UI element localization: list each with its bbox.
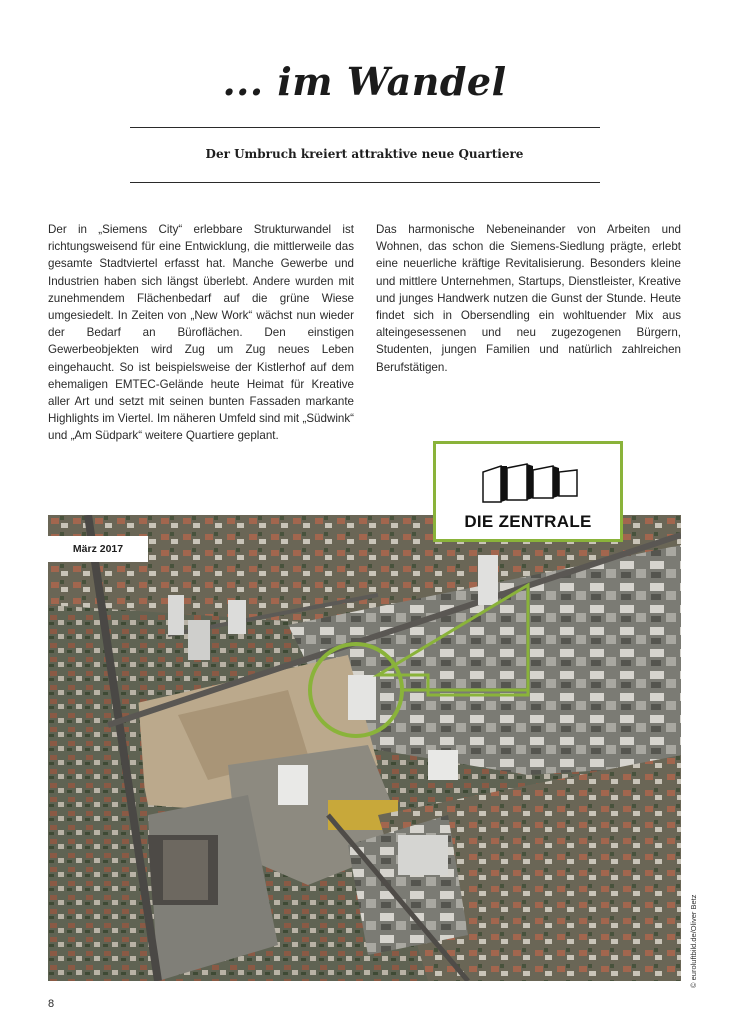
aerial-photo	[48, 515, 681, 981]
photo-credit: © euroluftbild.de/Oliver Betz	[689, 894, 698, 988]
die-zentrale-logo-box	[433, 441, 623, 542]
date-label: März 2017	[48, 536, 148, 562]
top-divider	[130, 127, 600, 128]
page-subtitle: Der Umbruch kreiert attraktive neue Quartiere	[205, 147, 524, 161]
page-title: ... im Wandel	[222, 59, 507, 104]
building-logo-icon	[481, 462, 581, 504]
logo-text: DIE ZENTRALE	[464, 512, 592, 531]
page-number: 8	[48, 998, 55, 1010]
body-text-left-column: Der in „Siemens City“ erlebbare Strukturwandel ist richtungsweisend für eine Entwicklung, die mittlerweile das gesamte Stadtviertel erfasst hat. Manche Gewerbe und Industrien haben sich längst überlebt. Andere wurden mit zunehmendem Flächenbedarf auf die grüne Wiese umgesiedelt. In Zeiten von „New Work“ wächst nun wieder der Bedarf an Büroflächen. Den einstigen Gewerbeobjekten wird Zug um Zug neues Leben eingehaucht. So ist beispielsweise der Kistlerhof auf dem ehemaligen EMTEC-Gelände heute Heimat für Kreative aller Art und setzt mit seinen bunten Fassaden markante Highlights im Viertel. Im näheren Umfeld sind mit „Südwink“ und „Am Südpark“ weitere Quartiere geplant.	[48, 223, 354, 443]
body-text-right-column: Das harmonische Nebeneinander von Arbeiten und Wohnen, das schon die Siemens-Siedlung prägte, erlebt eine neuerliche kräftige Revitalisierung. Besonders kleine und mittlere Unternehmen, Startups, Dienstleister, Kreative und junges Handwerk nutzen die Gunst der Stunde. Heute findet sich in Obersendling ein wohltuender Mix aus alteingesessenen und neu zugezogenen Bürgern, Studenten, jungen Familien und natürlich zahlreichen Berufstätigen.	[376, 223, 681, 374]
bottom-divider	[130, 182, 600, 183]
